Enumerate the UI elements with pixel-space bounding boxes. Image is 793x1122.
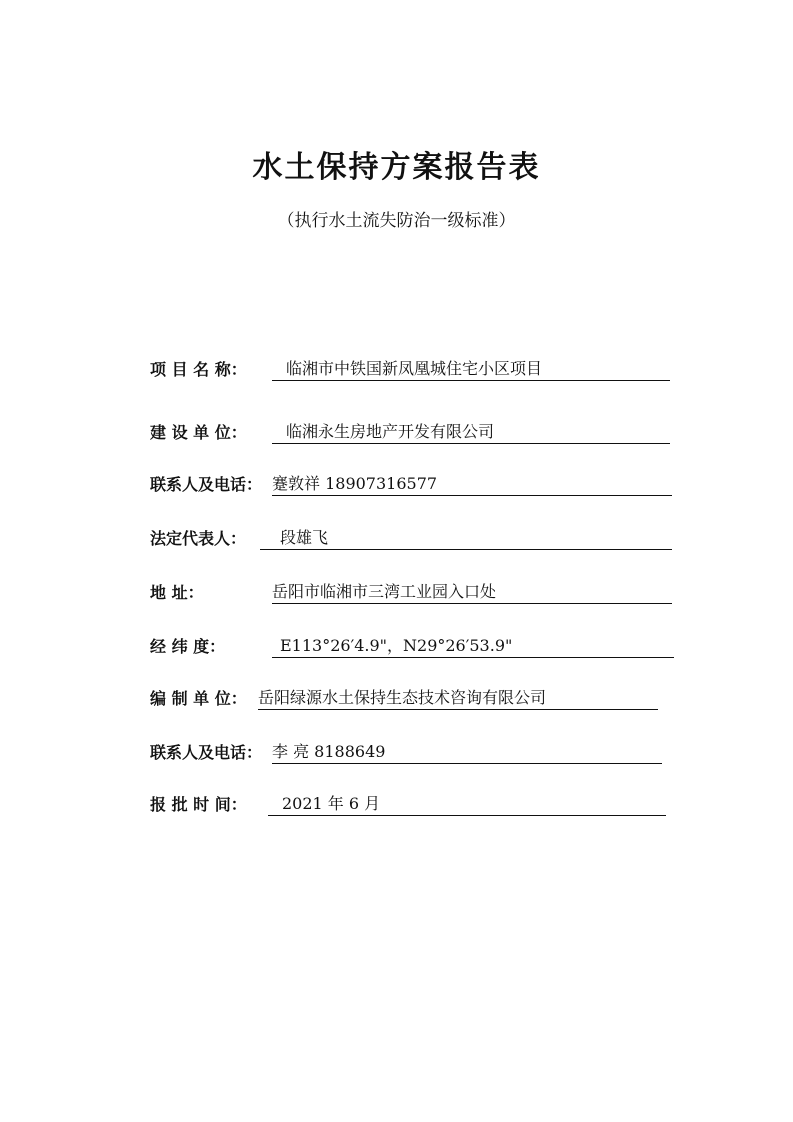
- field-compiler-contact-phone: [150, 738, 662, 764]
- field-label: 地 址：: [150, 583, 204, 602]
- document-title: 水土保持方案报告表: [252, 150, 541, 185]
- field-compiling-unit: [150, 684, 658, 710]
- field-contact-phone: [150, 470, 672, 496]
- field-value: 岳阳市临湘市三湾工业园入口处: [272, 581, 672, 604]
- field-value: 临湘市中铁国新凤凰城住宅小区项目: [272, 358, 670, 381]
- field-label: 经 纬 度：: [150, 637, 226, 656]
- field-submission-date: [150, 790, 666, 816]
- field-value: 段雄飞: [260, 527, 672, 550]
- field-legal-representative: [150, 524, 672, 550]
- field-label: 法定代表人：: [150, 529, 247, 548]
- document-subtitle: （执行水土流失防治一级标准）: [277, 211, 516, 231]
- field-label: 联系人及电话：: [150, 743, 263, 762]
- field-value: 蹇敦祥 18907316577: [272, 473, 672, 496]
- field-value: 李 亮 8188649: [272, 741, 662, 764]
- field-address: [150, 578, 672, 604]
- field-label: 报 批 时 间：: [150, 795, 247, 814]
- field-label: 编 制 单 位：: [150, 689, 247, 708]
- field-value: 2021 年 6 月: [268, 793, 666, 816]
- field-label: 建 设 单 位：: [150, 423, 247, 442]
- field-coordinates: [150, 632, 674, 658]
- field-value: 岳阳绿源水土保持生态技术咨询有限公司: [258, 687, 658, 710]
- field-project-name: [150, 355, 670, 381]
- field-label: 联系人及电话：: [150, 475, 263, 494]
- field-value: E113°26′4.9"，N29°26′53.9": [272, 635, 674, 658]
- field-construction-unit: [150, 418, 670, 444]
- field-label: 项 目 名 称：: [150, 360, 247, 379]
- field-value: 临湘永生房地产开发有限公司: [272, 421, 670, 444]
